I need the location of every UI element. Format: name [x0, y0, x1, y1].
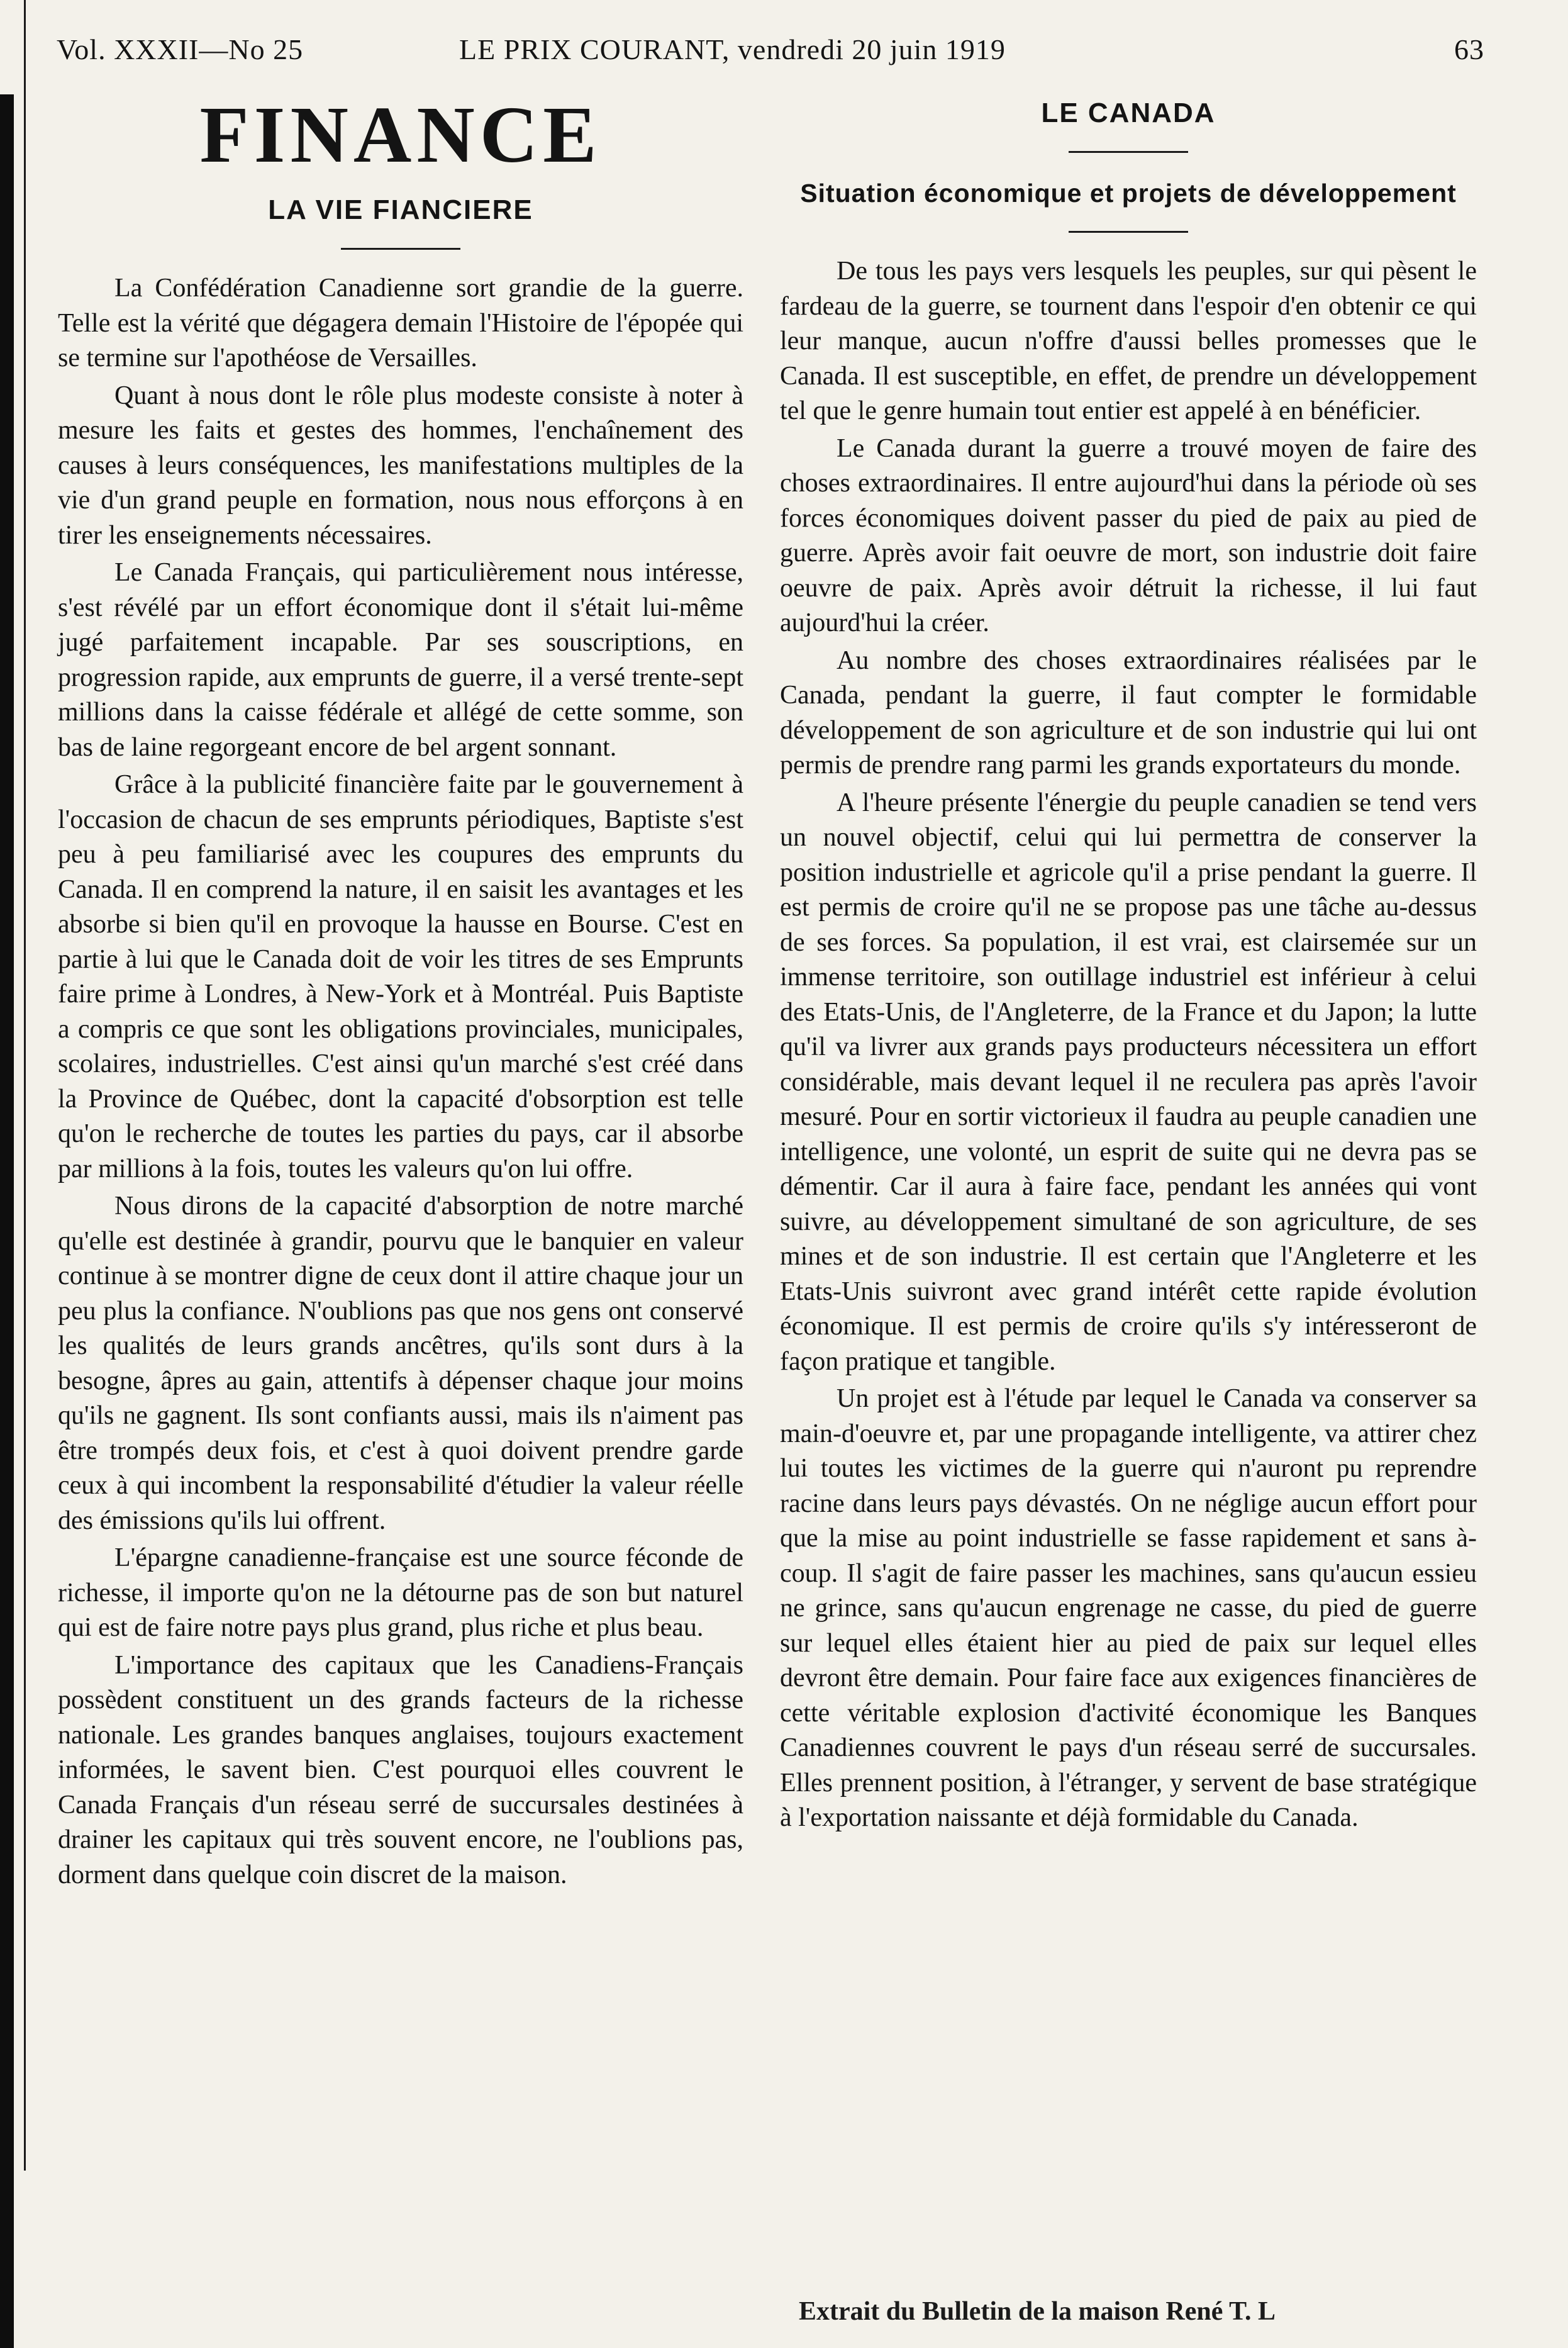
paragraph: Nous dirons de la capacité d'absorption de notre marché qu'elle est destinée à grandir, pourvu que le banquier en valeur continue à se montrer digne de ceux dont il attire chaque jour un peu plus la confiance. N'oublions pas que nos gens ont conservé les qualités de leurs grands ancêtres, qu'ils sont durs à la besogne, âpres au gain, attentifs à dépenser chaque jour moins qu'ils ne gagnent. Ils sont confiants aussi, mais ils n'aiment pas être trompés deux fois, et c'est à quoi doivent prendre garde ceux à qui incombent la responsabilité d'étudier la valeur réelle des émissions qu'ils lui offrent.	[58, 1192, 743, 1535]
paragraph: Au nombre des choses extraordinaires réalisées par le Canada, pendant la guerre, il faut compter le formidable développement de son agriculture et de son industrie qui lui ont permis de prendre rang parmi les grands exportateurs du monde.	[780, 646, 1477, 780]
article-heading: LA VIE FIANCIERE	[268, 194, 533, 225]
publication-title: LE PRIX COURANT, vendredi 20 juin 1919	[459, 33, 1006, 65]
left-column	[58, 90, 743, 1895]
paragraph: De tous les pays vers lesquels les peuples, sur qui pèsent le fardeau de la guerre, se tournent dans l'espoir d'en obtenir ce qui leur manque, aucun n'offre d'aussi belles promesses que le Canada. Il est susceptible, en effet, de prendre un développement tel que le genre humain tout entier est appelé à en bénéficier.	[780, 257, 1477, 425]
left-margin-line	[24, 0, 26, 2171]
right-column	[780, 94, 1477, 1838]
paragraph: Un projet est à l'étude par lequel le Canada va conserver sa main-d'oeuvre et, par une propagande intelligente, va attirer chez lui toutes les victimes de la guerre qui n'auront pu reprendre racine dans leurs pays dévastés. On ne néglige aucun effort pour que la mise au point industrielle se fasse rapidement et sans à-coup. Il s'agit de faire passer les machines, sans qu'aucun essieu ne grince, sans qu'aucun engrenage ne casse, du pied de guerre sur lequel elles étaient hier au pied de paix sur lequel elles devront être demain. Pour faire face aux exigences financières de cette véritable explosion d'activité économique les Banques Canadiennes couvrent le pays d'un réseau serré de succursales. Elles prennent position, à l'étranger, y servent de base stratégique à l'exportation naissante et déjà formidable du Canada.	[780, 1384, 1477, 1832]
paragraph: Le Canada durant la guerre a trouvé moyen de faire des choses extraordinaires. Il entre aujourd'hui dans la période où ses forces économiques doivent passer du pied de paix au pied de guerre. Après avoir fait oeuvre de mort, son industrie doit faire oeuvre de paix. Après avoir détruit la richesse, il lui faut aujourd'hui la créer.	[780, 433, 1477, 637]
paragraph: L'épargne canadienne-française est une source féconde de richesse, il importe qu'on ne la détourne pas de son but naturel qui est de faire notre pays plus grand, plus riche et plus beau.	[58, 1543, 743, 1642]
paragraph: L'importance des capitaux que les Canadiens-Français possèdent constituent un des grands facteurs de la richesse nationale. Les grandes banques anglaises, toujours exactement informées, le savent bien. C'est pourquoi elles couvrent le Canada Français d'un réseau serré de succursales destinées à drainer les capitaux qui très souvent encore, ne l'oublions pas, dorment dans quelque coin discret de la maison.	[58, 1650, 743, 1889]
subheading-divider	[1069, 231, 1188, 233]
page-number: 63	[1454, 33, 1484, 65]
left-margin-bar	[0, 94, 14, 2348]
section-masthead: FINANCE	[199, 90, 602, 179]
source-footer: Extrait du Bulletin de la maison René T. L	[799, 2297, 1276, 2326]
paragraph: La Confédération Canadienne sort grandie de la guerre. Telle est la vérité que dégagera demain l'Histoire de l'épopée qui se termine sur l'apothéose de Versailles.	[58, 274, 743, 372]
paragraph: Le Canada Français, qui particulièrement nous intéresse, s'est révélé par un effort économique dont il s'était lui-même jugé parfaitement incapable. Par ses souscriptions, en progression rapide, aux emprunts de guerre, il a versé trente-sept millions dans la caisse fédérale et allégé de cette somme, son bas de laine regorgeant encore de bel argent sonnant.	[58, 558, 743, 762]
article-heading: LE CANADA	[1041, 98, 1216, 128]
paragraph: A l'heure présente l'énergie du peuple canadien se tend vers un nouvel objectif, celui qui lui permettra de conserver la position industrielle et agricole qu'il a prise pendant la guerre. Il est permis de croire qu'il ne se propose pas une tâche au-dessus de ses forces. Sa population, il est vrai, est clairsemée sur un immense territoire, son outillage industriel est inférieur à celui des Etats-Unis, de l'Angleterre, de la France et du Japon; la lutte qu'il va livrer aux grands pays producteurs nécessitera un effort considérable, mais devant lequel il ne reculera pas après l'avoir mesuré. Pour en sortir victorieux il faudra au peuple canadien une intelligence, une volonté, un esprit de suite qui ne devra pas se démentir. Car il aura à faire face, pendant les années qui vont suivre, au développement simultané de son agriculture, de ses mines et de son industrie. Il est certain que l'Angleterre et les Etats-Unis suivront avec grand intérêt cette rapide évolution économique. Il est permis de croire qu'ils s'y intéresseront de façon pratique et tangible.	[780, 788, 1477, 1376]
paragraph: Quant à nous dont le rôle plus modeste consiste à noter à mesure les faits et gestes des hommes, l'enchaînement des causes à leurs conséquences, les manifestations multiples de la vie d'un grand peuple en formation, nous nous efforçons à en tirer les enseignements nécessaires.	[58, 381, 743, 550]
volume-number: Vol. XXXII—No 25	[57, 33, 304, 65]
heading-divider	[341, 248, 460, 250]
article-subheading: Situation économique et projets de développement	[800, 179, 1457, 208]
page-header	[57, 33, 1484, 83]
heading-divider	[1069, 151, 1188, 153]
paragraph: Grâce à la publicité financière faite par le gouvernement à l'occasion de chacun de ses emprunts périodiques, Baptiste s'est peu à peu familiarisé avec les coupures des emprunts du Canada. Il en comprend la nature, il en saisit les avantages et les absorbe si bien qu'il en provoque la hausse en Bourse. C'est en partie à lui que le Canada doit de voir les titres de ses Emprunts faire prime à Londres, à New-York et à Montréal. Puis Baptiste a compris ce que sont les obligations provinciales, municipales, scolaires, industrielles. C'est ainsi qu'un marché s'est créé dans la Province de Québec, dont la capacité d'obsorption est telle qu'on le recherche de toutes les parties du pays, car il absorbe par millions à la fois, toutes les valeurs qu'on lui offre.	[58, 770, 743, 1183]
